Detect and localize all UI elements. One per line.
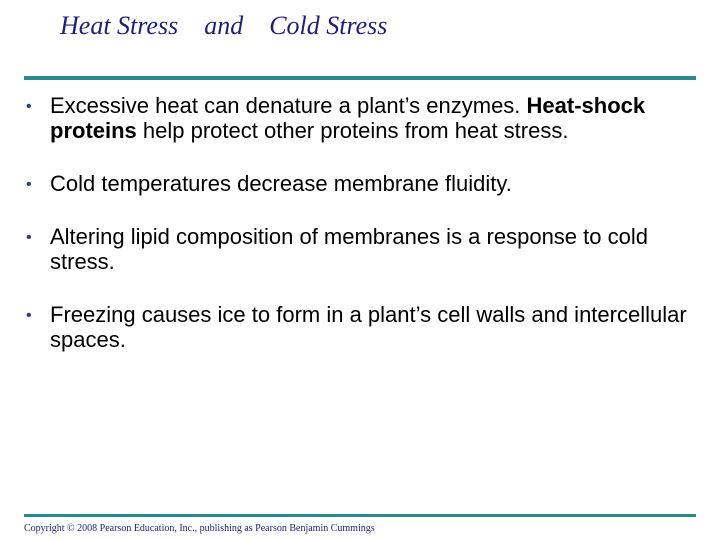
bullet-text-bold: Heat-shock proteins xyxy=(50,93,646,143)
footer-divider xyxy=(24,514,696,517)
bullet-text-plain: Excessive heat can denature a plant’s enzymes. xyxy=(50,93,527,118)
bullet-item xyxy=(24,224,696,274)
bullet-item xyxy=(24,93,696,143)
bullet-text: Altering lipid composition of membranes is a response to cold stress. xyxy=(50,224,648,274)
bullet-dot-icon: • xyxy=(26,98,32,115)
bullet-dot-icon: • xyxy=(26,229,32,246)
bullet-text: Freezing causes ice to form in a plant’s cell walls and intercellular spaces. xyxy=(50,302,687,352)
copyright-notice: Copyright © 2008 Pearson Education, Inc., publishing as Pearson Benjamin Cummings xyxy=(24,523,375,534)
title-divider xyxy=(24,76,696,80)
bullet-dot-icon: • xyxy=(26,307,32,324)
bullet-item xyxy=(24,171,696,196)
bullet-text: Cold temperatures decrease membrane fluidity. xyxy=(50,171,512,196)
bullet-dot-icon: • xyxy=(26,176,32,193)
bullet-text xyxy=(50,93,645,143)
bullet-item xyxy=(24,302,696,352)
bullet-text-plain: help protect other proteins from heat stress. xyxy=(136,118,569,143)
slide-title: Heat Stress and Cold Stress xyxy=(60,11,388,40)
bullet-list xyxy=(24,93,696,380)
